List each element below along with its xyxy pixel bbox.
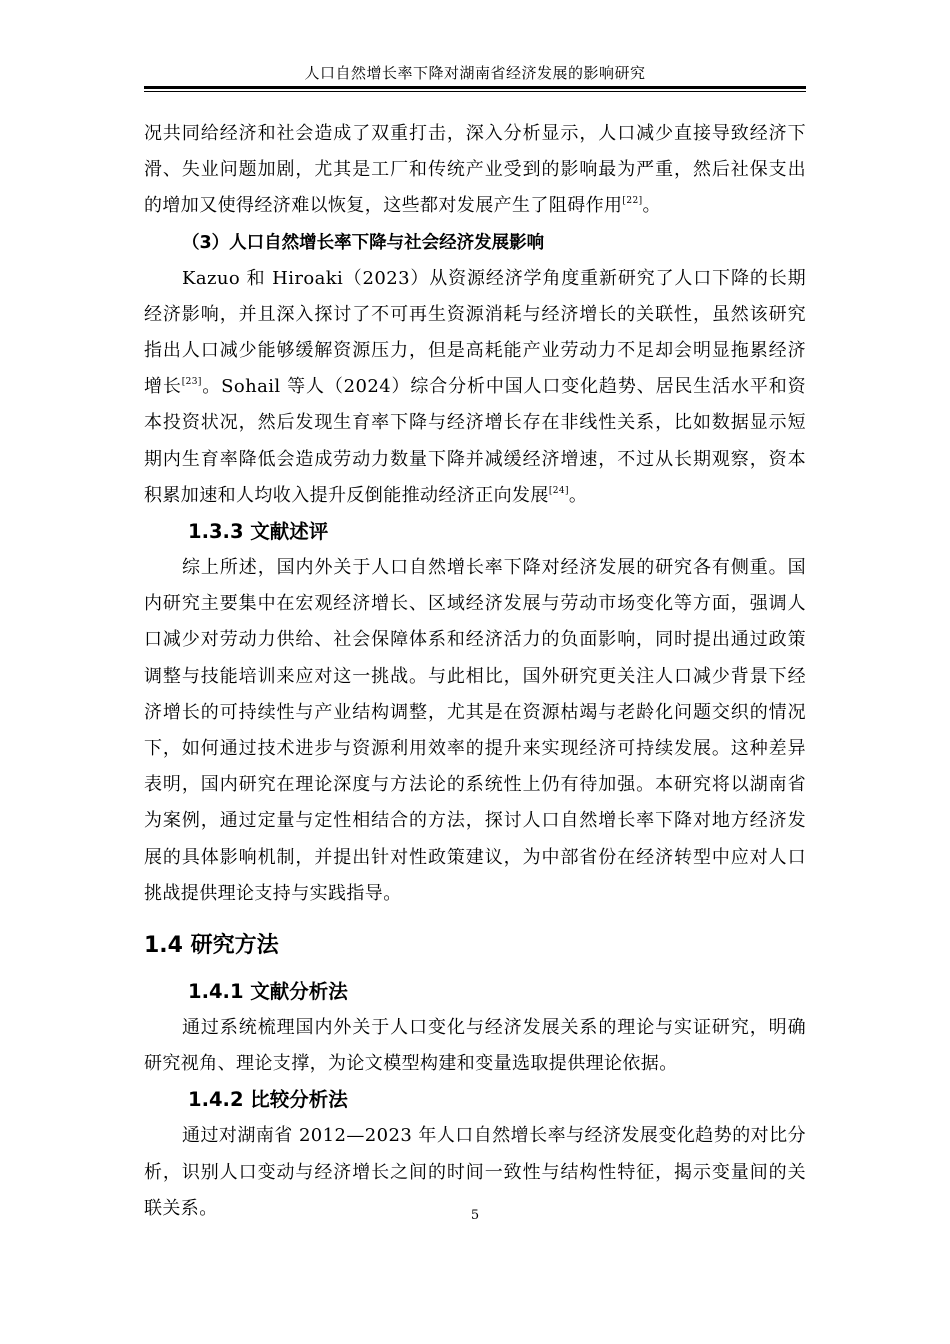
section-heading-1-3-3: 1.3.3 文献述评 [188, 520, 329, 544]
citation-24[interactable]: [24] [548, 485, 569, 496]
subsection-heading-3: （3）人口自然增长率下降与社会经济发展影响 [182, 232, 545, 253]
paragraph-foreign-research: Kazuo 和 Hiroaki（2023）从资源经济学角度重新研究了人口下降的长期经济影响，并且深入探讨了不可再生资源消耗与经济增长的关联性，虽然该研究指出人口减少能够缓解资源压力，但是高耗能产业劳动力不足却会明显拖累经济增长[23]。Sohail 等人（2024）综合分析中国人口变化趋势、居民生活水平和资本投资状况，然后发现生育率下降与经济增长存在非线性关系，比如数据显示短期内生育率降低会造成劳动力数量下降并减缓经济增速，不过从长期观察，资本积累加速和人均收入提升反倒能推动经济正向发展[24]。 [144, 267, 806, 506]
paragraph-continued: 况共同给经济和社会造成了双重打击，深入分析显示，人口减少直接导致经济下滑、失业问题加剧，尤其是工厂和传统产业受到的影响最为严重，然后社保支出的增加又使得经济难以恢复，这些都对发展产生了阻碍作用[22]。 [144, 123, 806, 217]
citation-23[interactable]: [23] [181, 377, 202, 388]
paragraph-comparative-method: 通过对湖南省 2012—2023 年人口自然增长率与经济发展变化趋势的对比分析，识别人口变动与经济增长之间的时间一致性与结构性特征，揭示变量间的关联关系。 [144, 1125, 806, 1219]
paragraph-literature-method: 通过系统梳理国内外关于人口变化与经济发展关系的理论与实证研究，明确研究视角、理论支撑，为论文模型构建和变量选取提供理论依据。 [144, 1017, 806, 1075]
section-heading-1-4-2: 1.4.2 比较分析法 [188, 1088, 348, 1112]
page-content [144, 116, 806, 1227]
header-rule-thin [144, 91, 806, 92]
page-number: 5 [470, 1208, 480, 1223]
section-heading-1-4-1: 1.4.1 文献分析法 [188, 980, 348, 1004]
paragraph-literature-review: 综上所述，国内外关于人口自然增长率下降对经济发展的研究各有侧重。国内研究主要集中在宏观经济增长、区域经济发展与劳动市场变化等方面，强调人口减少对劳动力供给、社会保障体系和经济活力的负面影响，同时提出通过政策调整与技能培训来应对这一挑战。与此相比，国外研究更关注人口减少背景下经济增长的可持续性与产业结构调整，尤其是在资源枯竭与老龄化问题交织的情况下，如何通过技术进步与资源利用效率的提升来实现经济可持续发展。这种差异表明，国内研究在理论深度与方法论的系统性上仍有待加强。本研究将以湖南省为案例，通过定量与定性相结合的方法，探讨人口自然增长率下降对地方经济发展的具体影响机制，并提出针对性政策建议，为中部省份在经济转型中应对人口挑战提供理论支持与实践指导。 [144, 557, 806, 904]
running-header: 人口自然增长率下降对湖南省经济发展的影响研究 [304, 64, 646, 82]
header-rule-thick [144, 86, 806, 89]
section-heading-1-4: 1.4 研究方法 [144, 933, 279, 959]
citation-22[interactable]: [22] [622, 196, 643, 207]
